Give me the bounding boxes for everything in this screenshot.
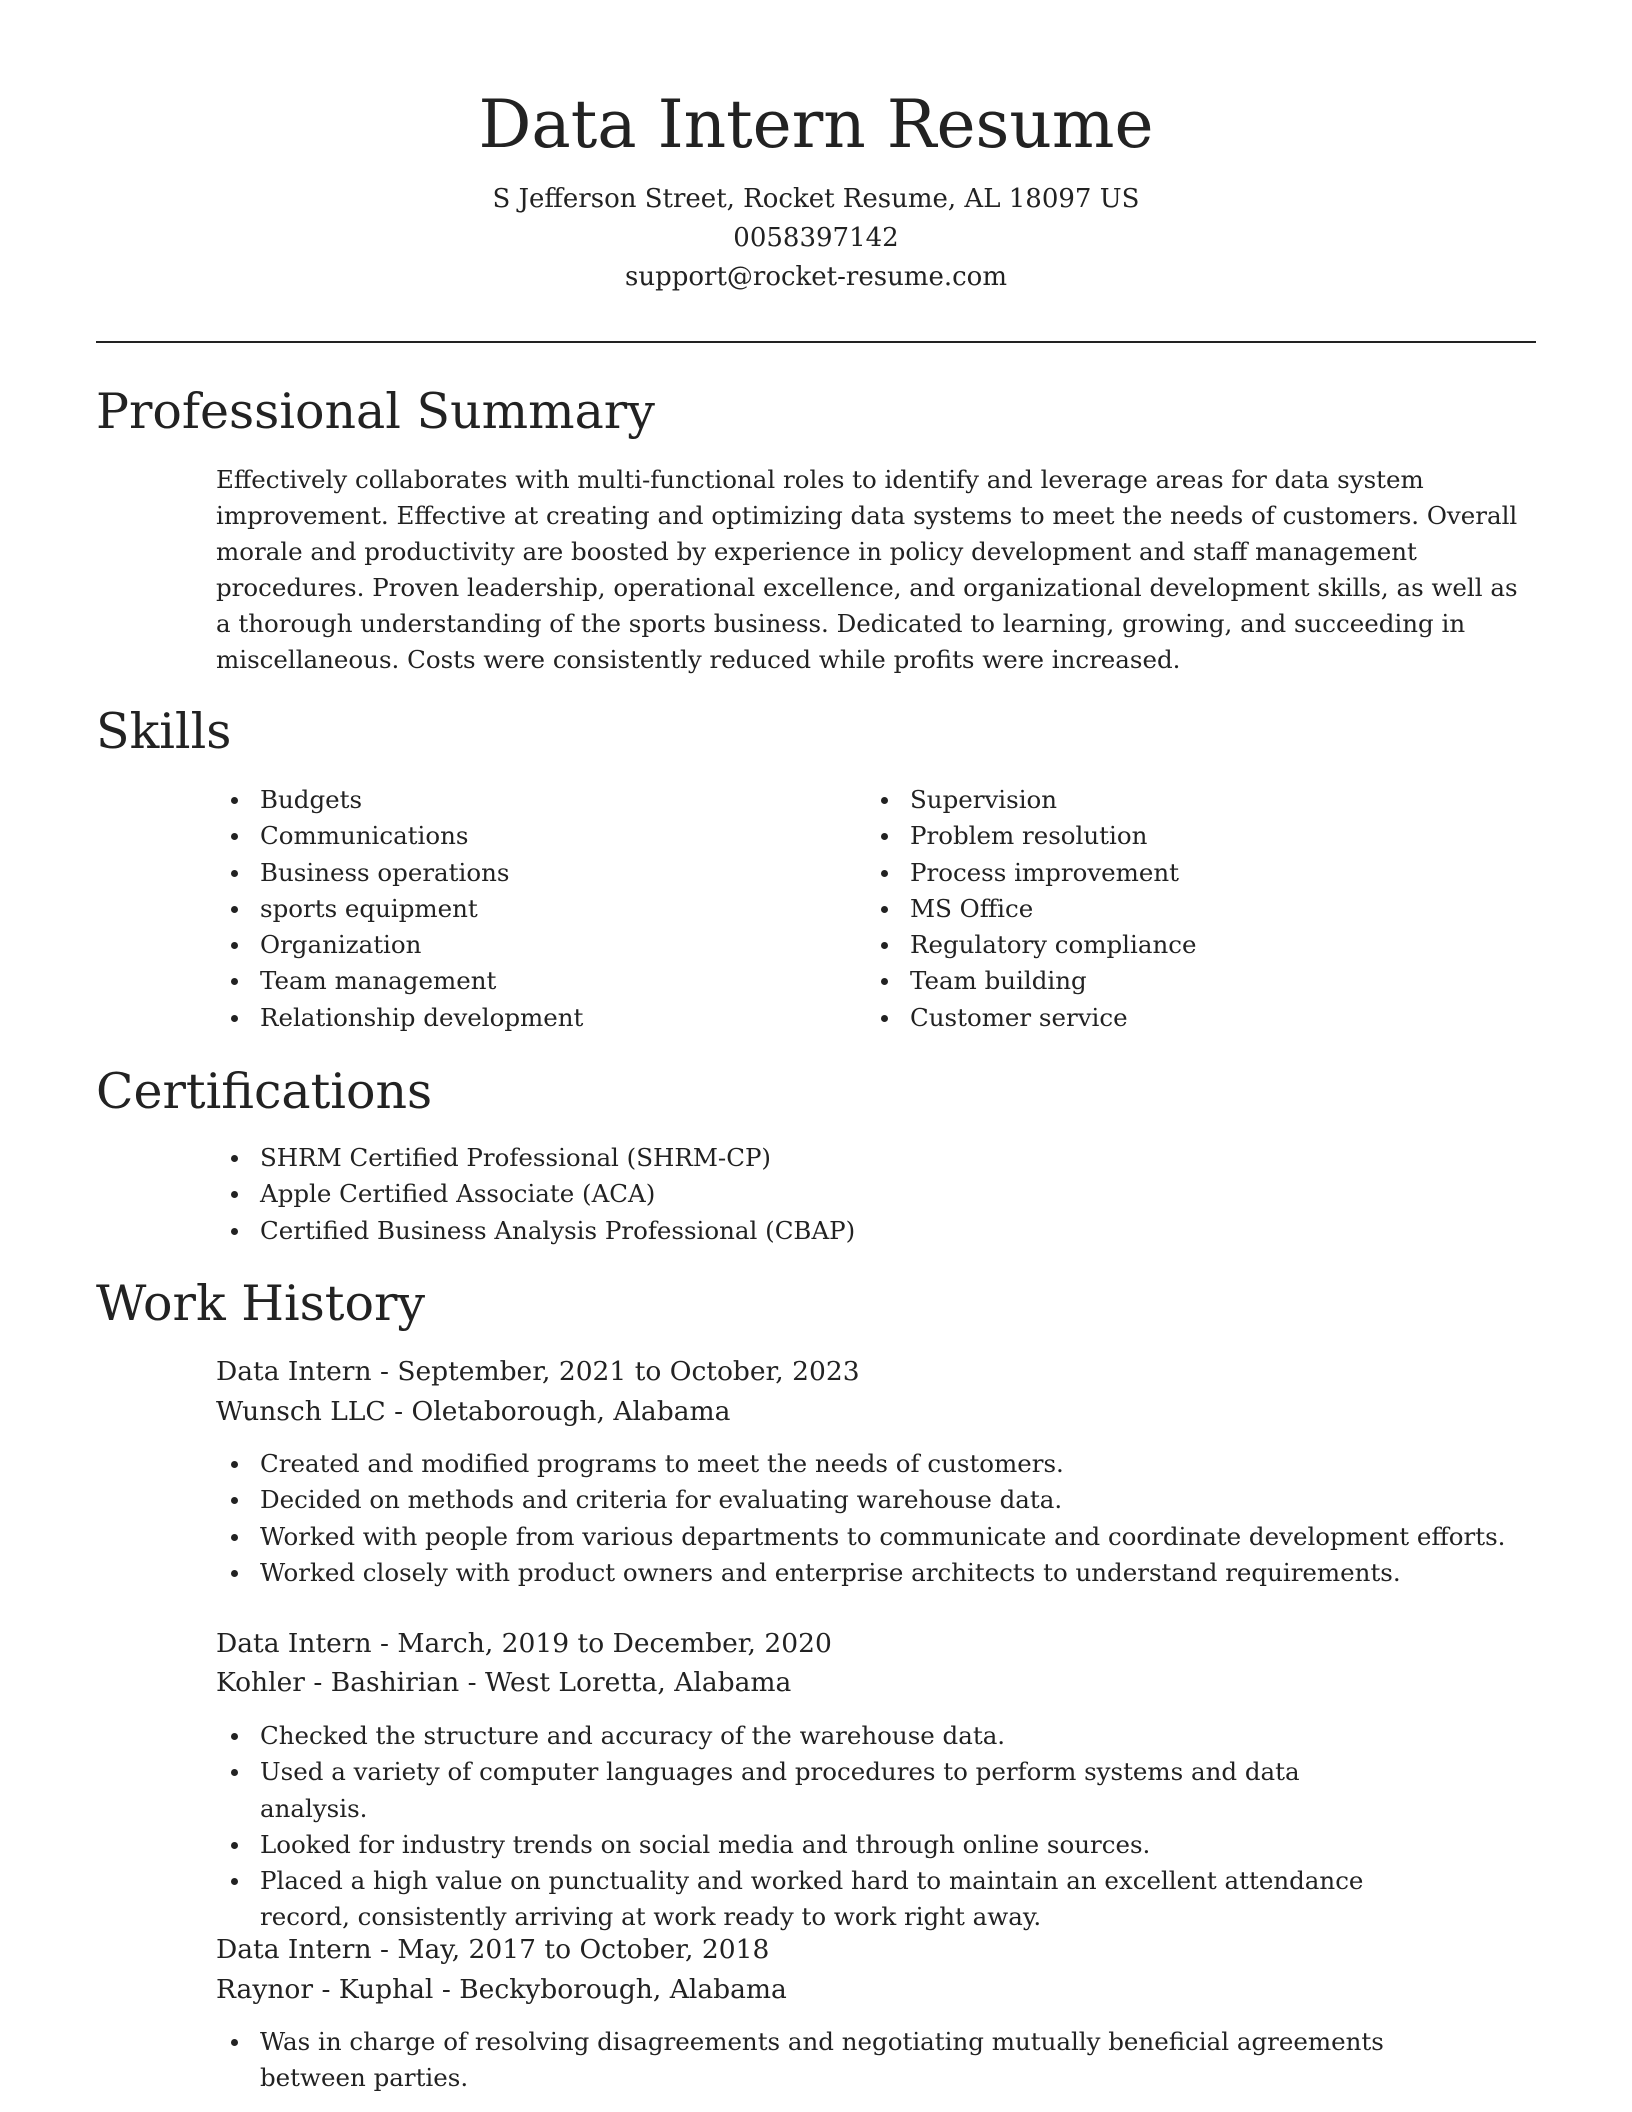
job-company-location: Wunsch LLC - Oletaborough, Alabama [216,1396,731,1427]
certifications-list [216,1140,1526,1249]
job-bullet: Worked with people from various departments to communicate and coordinate development efforts. [216,1519,1546,1555]
skill-item: Communications [216,818,816,854]
certifications-heading: Certifications [96,1063,433,1120]
job-bullet: Was in charge of resolving disagreements and negotiating mutually beneficial agreements between parties. [216,2024,1486,2097]
resume-header [96,80,1536,297]
skill-item: Team management [216,963,816,999]
summary-heading: Professional Summary [96,383,655,440]
skills-heading: Skills [96,703,232,760]
skill-item: Problem resolution [866,818,1466,854]
job-company-location: Kohler - Bashirian - West Loretta, Alabama [216,1667,792,1698]
skill-item: Relationship development [216,1000,816,1036]
summary-text: Effectively collaborates with multi-functional roles to identify and leverage areas for data system improvement. Effective at creating and optimizing data systems to meet the needs of customers. Overall morale and productivity are boosted by experience in policy development and staff management procedures. Proven leadership, operational excellence, and organizational development skills, as well as a thorough understanding of the sports business. Dedicated to learning, growing, and succeeding in miscellaneous. Costs were consistently reduced while profits were increased. [216,465,1518,674]
contact-address: S Jefferson Street, Rocket Resume, AL 18097 US [492,184,1140,214]
job-bullet: Worked closely with product owners and enterprise architects to understand requirements. [216,1555,1546,1591]
skill-item: Regulatory compliance [866,927,1466,963]
job-title-dates: Data Intern - May, 2017 to October, 2018 [216,1934,770,1965]
job-title-dates: Data Intern - September, 2021 to October, 2023 [216,1356,860,1387]
work-history-heading: Work History [96,1275,426,1332]
job-bullet: Created and modified programs to meet the needs of customers. [216,1446,1546,1482]
resume-title: Data Intern Resume [478,86,1154,163]
skill-item: MS Office [866,891,1466,927]
skill-item: Supervision [866,782,1466,818]
job-bullet: Looked for industry trends on social media and through online sources. [216,1827,1406,1863]
contact-info [96,180,1536,297]
job-title-dates: Data Intern - March, 2019 to December, 2020 [216,1628,832,1659]
job-bullets [216,2024,1486,2097]
skill-item: Customer service [866,1000,1466,1036]
certification-item: Certified Business Analysis Professional (CBAP) [216,1213,1526,1249]
contact-phone: 0058397142 [733,223,899,253]
skill-item: Process improvement [866,855,1466,891]
skill-item: Organization [216,927,816,963]
job-bullet: Checked the structure and accuracy of the warehouse data. [216,1718,1406,1754]
skill-item: Budgets [216,782,816,818]
skills-list-left [216,782,816,1036]
contact-email: support@rocket-resume.com [624,262,1007,292]
skill-item: Team building [866,963,1466,999]
skill-item: sports equipment [216,891,816,927]
certification-item: SHRM Certified Professional (SHRM-CP) [216,1140,1526,1176]
skills-list-right [866,782,1466,1036]
skill-item: Business operations [216,855,816,891]
job-bullet: Used a variety of computer languages and procedures to perform systems and data analysis. [216,1754,1406,1827]
job-bullet: Decided on methods and criteria for evaluating warehouse data. [216,1482,1546,1518]
job-bullet: Placed a high value on punctuality and worked hard to maintain an excellent attendance record, consistently arriving at work ready to work right away. [216,1863,1406,1936]
job-bullets [216,1446,1546,1591]
header-divider [96,341,1536,343]
job-bullets [216,1718,1406,1936]
certification-item: Apple Certified Associate (ACA) [216,1176,1526,1212]
job-company-location: Raynor - Kuphal - Beckyborough, Alabama [216,1974,787,2005]
